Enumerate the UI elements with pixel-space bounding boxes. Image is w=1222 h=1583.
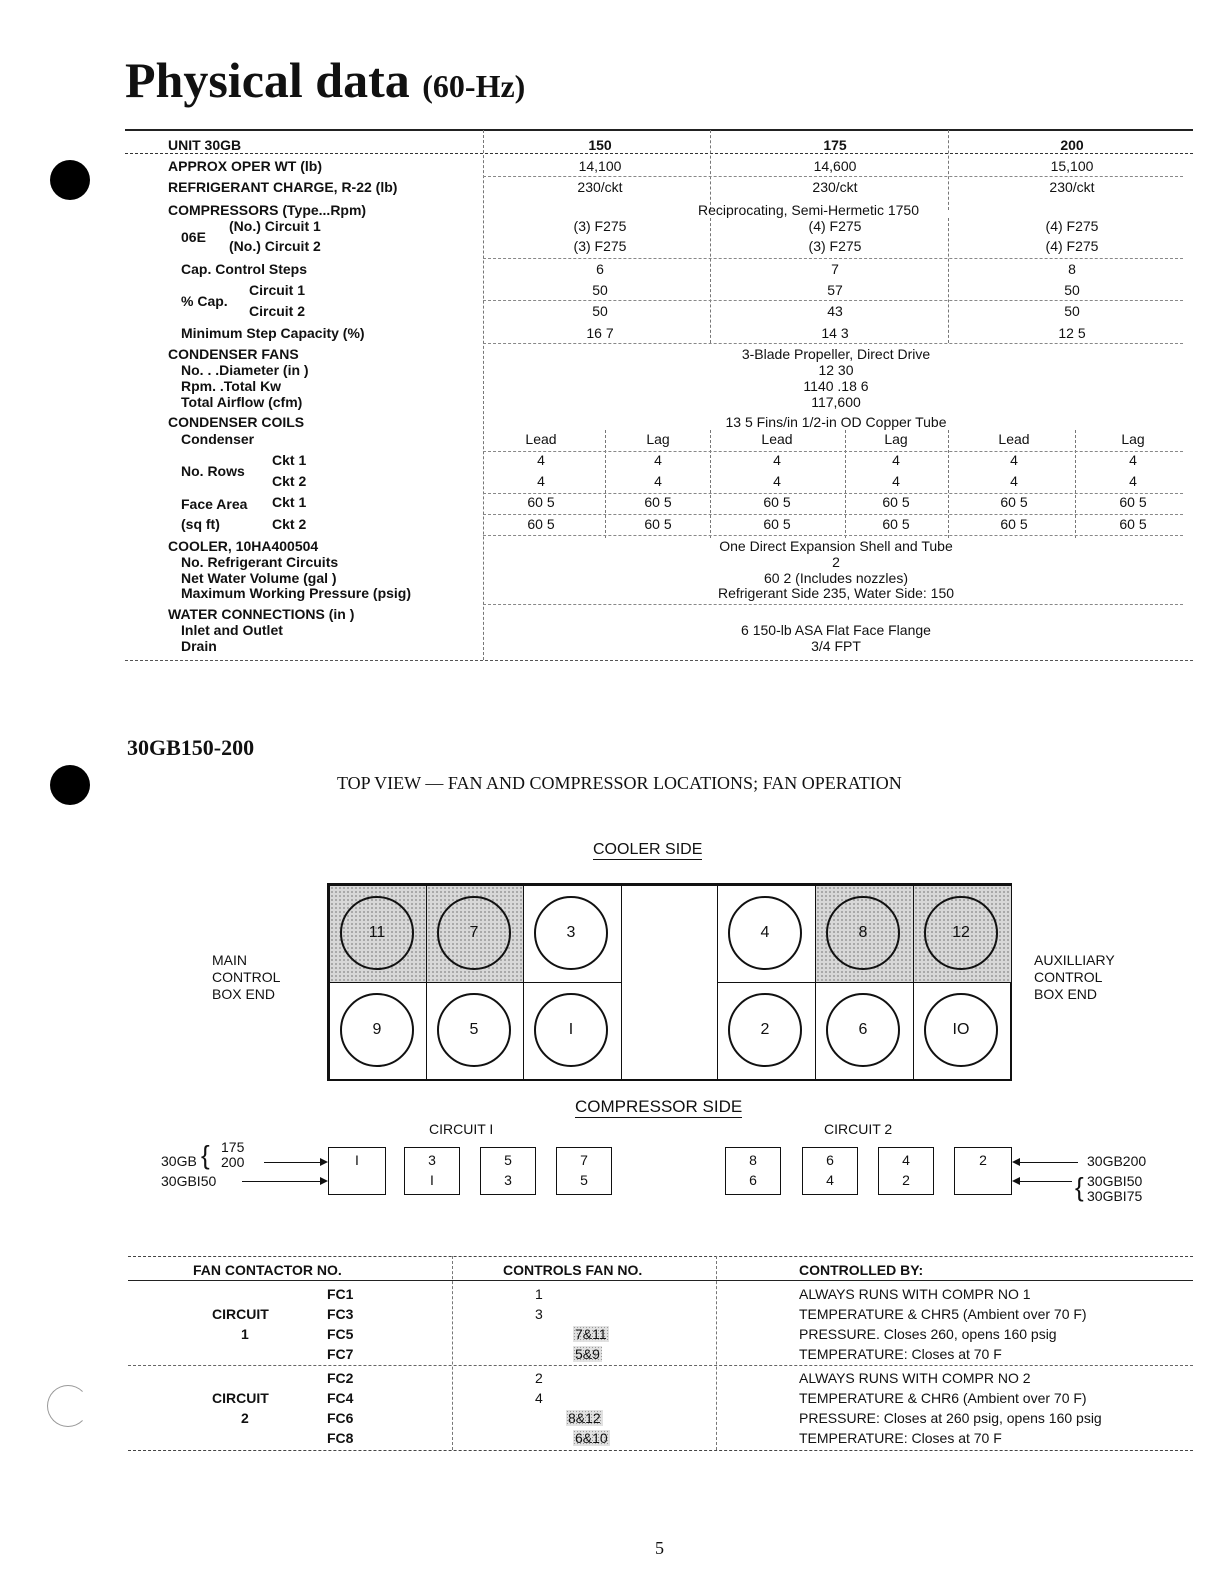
compressor-top: I bbox=[355, 1152, 359, 1168]
val-c2-200: (4) F275 bbox=[1045, 238, 1099, 254]
circuit-2-label-b: 2 bbox=[241, 1410, 249, 1426]
rows-ckt2-cell: 4 bbox=[1010, 473, 1018, 489]
aux-control-box-label bbox=[1034, 952, 1115, 1003]
circuit-1-label-a: CIRCUIT bbox=[212, 1306, 269, 1322]
fan-5: 5 bbox=[437, 993, 511, 1067]
rows-ckt1-cell: 4 bbox=[773, 452, 781, 468]
circuit-1-label: CIRCUIT I bbox=[429, 1121, 494, 1137]
val-wt-200: 15,100 bbox=[1050, 158, 1094, 174]
rows-ckt2-cell: 4 bbox=[1129, 473, 1137, 489]
row-condenser-fans: CONDENSER FANS bbox=[168, 346, 299, 362]
fan-7: 7 bbox=[437, 896, 511, 970]
rows-ckt1-cell: 4 bbox=[892, 452, 900, 468]
row-no-rows: No. Rows bbox=[181, 463, 245, 479]
val-pc1-200: 50 bbox=[1064, 282, 1080, 298]
fc-cell: FC6 bbox=[327, 1410, 354, 1426]
row-compressors: COMPRESSORS (Type...Rpm) bbox=[168, 202, 367, 218]
binder-hole-top bbox=[50, 160, 90, 200]
lag-175: Lag bbox=[884, 431, 908, 447]
row-airflow: Total Airflow (cfm) bbox=[181, 394, 303, 410]
circuit-1-label-b: 1 bbox=[241, 1326, 249, 1342]
val-steps-150: 6 bbox=[596, 261, 604, 277]
fa-ckt2-cell: 60 5 bbox=[1119, 516, 1147, 532]
val-ref-175: 230/ckt bbox=[812, 179, 858, 195]
val-pc1-150: 50 bbox=[592, 282, 608, 298]
val-net-water: 60 2 (Includes nozzles) bbox=[764, 570, 908, 586]
controlled-by-cell: ALWAYS RUNS WITH COMPR NO 1 bbox=[799, 1286, 1031, 1302]
hdr-175: 175 bbox=[823, 137, 847, 153]
compressor-bottom: I bbox=[430, 1172, 434, 1188]
row-drain: Drain bbox=[181, 638, 217, 654]
compressor-top: 3 bbox=[428, 1152, 436, 1168]
label-rows-ckt1: Ckt 1 bbox=[272, 452, 307, 468]
compressor-bottom: 6 bbox=[749, 1172, 757, 1188]
right-30gb200: 30GB200 bbox=[1087, 1153, 1147, 1169]
binder-hole-bottom bbox=[47, 1385, 89, 1427]
val-drain: 3/4 FPT bbox=[811, 638, 861, 654]
lead-200: Lead bbox=[998, 431, 1030, 447]
fc-cell: FC5 bbox=[327, 1326, 354, 1342]
compressor-top: 8 bbox=[749, 1152, 757, 1168]
hdr-150: 150 bbox=[588, 137, 612, 153]
compressor-top: 2 bbox=[979, 1152, 987, 1168]
val-wt-150: 14,100 bbox=[578, 158, 622, 174]
right-brace: { bbox=[1075, 1172, 1084, 1202]
fan-6: 6 bbox=[826, 993, 900, 1067]
label-fa-ckt1: Ckt 1 bbox=[272, 494, 307, 510]
cooler-side-text: COOLER SIDE bbox=[593, 841, 703, 858]
arrow-left-icon bbox=[1012, 1177, 1020, 1185]
fa-ckt2-cell: 60 5 bbox=[1000, 516, 1028, 532]
fan-4: 4 bbox=[728, 896, 802, 970]
row-refrigerant: REFRIGERANT CHARGE, R-22 (lb) bbox=[168, 179, 398, 195]
controlled-by-cell: TEMPERATURE & CHR6 (Ambient over 70 F) bbox=[799, 1390, 1087, 1406]
val-ref-circuits: 2 bbox=[832, 554, 840, 570]
fan-10: IO bbox=[924, 993, 998, 1067]
row-cooler: COOLER, 10HA400504 bbox=[168, 538, 319, 554]
th-controls-fan: CONTROLS FAN NO. bbox=[503, 1262, 643, 1278]
fan-no-cell: 7&11 bbox=[575, 1326, 607, 1342]
val-ms-150: 16 7 bbox=[586, 325, 614, 341]
rows-ckt2-cell: 4 bbox=[654, 473, 662, 489]
fan-11: 11 bbox=[340, 896, 414, 970]
fc-cell: FC3 bbox=[327, 1306, 354, 1322]
label-no-circuit-2: (No.) Circuit 2 bbox=[229, 238, 321, 254]
val-cc-type: 13 5 Fins/in 1/2-in OD Copper Tube bbox=[725, 414, 947, 430]
compressor-box-c1-3 bbox=[480, 1147, 536, 1195]
row-rpm-kw: Rpm. .Total Kw bbox=[181, 378, 282, 394]
val-comp-type: Reciprocating, Semi-Hermetic 1750 bbox=[698, 202, 919, 218]
fc-cell: FC2 bbox=[327, 1370, 354, 1386]
compressor-box-c1-1 bbox=[328, 1147, 386, 1195]
row-condenser-coils: CONDENSER COILS bbox=[168, 414, 305, 430]
main-control-box-label bbox=[212, 952, 280, 1003]
fa-ckt1-cell: 60 5 bbox=[882, 494, 910, 510]
val-cooler-type: One Direct Expansion Shell and Tube bbox=[719, 538, 953, 554]
left-30gb: 30GB bbox=[161, 1153, 197, 1169]
compressor-bottom: 2 bbox=[902, 1172, 910, 1188]
row-inlet: Inlet and Outlet bbox=[181, 622, 283, 638]
fa-ckt1-cell: 60 5 bbox=[1000, 494, 1028, 510]
fc-cell: FC1 bbox=[327, 1286, 354, 1302]
aux-line-3: BOX END bbox=[1034, 986, 1098, 1002]
rows-ckt2-cell: 4 bbox=[892, 473, 900, 489]
row-oper-wt: APPROX OPER WT (lb) bbox=[168, 158, 322, 174]
row-net-water: Net Water Volume (gal ) bbox=[181, 570, 337, 586]
val-pc2-150: 50 bbox=[592, 303, 608, 319]
fan-no-cell: 2 bbox=[535, 1370, 543, 1386]
fan-9: 9 bbox=[340, 993, 414, 1067]
rows-ckt2-cell: 4 bbox=[773, 473, 781, 489]
label-06e: 06E bbox=[181, 229, 206, 245]
val-c1-200: (4) F275 bbox=[1045, 218, 1099, 234]
val-steps-200: 8 bbox=[1068, 261, 1076, 277]
fa-ckt2-cell: 60 5 bbox=[763, 516, 791, 532]
compressor-box-c2-4 bbox=[954, 1147, 1012, 1195]
fan-no-cell: 4 bbox=[535, 1390, 543, 1406]
page-title bbox=[125, 52, 525, 114]
fan-no-cell: 1 bbox=[535, 1286, 543, 1302]
compressor-side-text: COMPRESSOR SIDE bbox=[575, 1097, 743, 1116]
val-airflow: 117,600 bbox=[811, 394, 861, 410]
circuit-2-label: CIRCUIT 2 bbox=[824, 1121, 893, 1137]
page-number: 5 bbox=[655, 1538, 664, 1558]
compressor-bottom: 4 bbox=[826, 1172, 834, 1188]
row-max-pressure: Maximum Working Pressure (psig) bbox=[181, 585, 412, 601]
fc-cell: FC7 bbox=[327, 1346, 354, 1362]
compressor-box-c1-2 bbox=[404, 1147, 460, 1195]
label-no-circuit-1: (No.) Circuit 1 bbox=[229, 218, 321, 234]
row-cap-steps: Cap. Control Steps bbox=[181, 261, 308, 277]
arrow-left-icon bbox=[1012, 1158, 1020, 1166]
val-c1-150: (3) F275 bbox=[573, 218, 627, 234]
compressor-top: 6 bbox=[826, 1152, 834, 1168]
main-line-1: MAIN bbox=[212, 952, 247, 968]
arrow-right-icon bbox=[320, 1177, 328, 1185]
controlled-by-cell: TEMPERATURE & CHR5 (Ambient over 70 F) bbox=[799, 1306, 1087, 1322]
lead-150: Lead bbox=[525, 431, 557, 447]
row-face-area: Face Area bbox=[181, 496, 248, 512]
left-30gb150: 30GBI50 bbox=[161, 1173, 217, 1189]
compressor-top: 7 bbox=[580, 1152, 588, 1168]
controlled-by-cell: TEMPERATURE: Closes at 70 F bbox=[799, 1346, 1002, 1362]
right-30gb175: 30GBI75 bbox=[1087, 1188, 1143, 1204]
th-fan-contactor: FAN CONTACTOR NO. bbox=[193, 1262, 342, 1278]
right-30gb150: 30GBI50 bbox=[1087, 1173, 1143, 1189]
row-ref-circuits: No. Refrigerant Circuits bbox=[181, 554, 339, 570]
label-pct-cap: % Cap. bbox=[181, 293, 228, 309]
val-c2-175: (3) F275 bbox=[808, 238, 862, 254]
fa-ckt1-cell: 60 5 bbox=[763, 494, 791, 510]
val-ref-150: 230/ckt bbox=[577, 179, 623, 195]
binder-hole-middle bbox=[50, 765, 90, 805]
rows-ckt2-cell: 4 bbox=[537, 473, 545, 489]
rows-ckt1-cell: 4 bbox=[654, 452, 662, 468]
val-steps-175: 7 bbox=[831, 261, 839, 277]
compressor-top: 5 bbox=[504, 1152, 512, 1168]
compressor-box-c2-3 bbox=[878, 1147, 934, 1195]
section-title: 30GB150-200 bbox=[127, 735, 255, 760]
val-pc1-175: 57 bbox=[827, 282, 843, 298]
fan-layout-diagram bbox=[327, 883, 1012, 1081]
left-175: 175 bbox=[221, 1139, 245, 1155]
compressor-side-label bbox=[575, 1097, 742, 1117]
row-condenser: Condenser bbox=[181, 431, 255, 447]
val-no-diam: 12 30 bbox=[818, 362, 854, 378]
row-no-diam: No. . .Diameter (in ) bbox=[181, 362, 309, 378]
fc-cell: FC8 bbox=[327, 1430, 354, 1446]
main-line-2: CONTROL bbox=[212, 969, 281, 985]
fc-cell: FC4 bbox=[327, 1390, 354, 1406]
label-fa-ckt2: Ckt 2 bbox=[272, 516, 307, 532]
label-pc-circuit-1: Circuit 1 bbox=[249, 282, 306, 298]
val-pc2-200: 50 bbox=[1064, 303, 1080, 319]
arrow-right-icon bbox=[320, 1158, 328, 1166]
fan-1: I bbox=[534, 993, 608, 1067]
compressor-box-c1-4 bbox=[556, 1147, 612, 1195]
page-title-sub: (60-Hz) bbox=[422, 68, 526, 104]
val-cf-type: 3-Blade Propeller, Direct Drive bbox=[741, 346, 931, 362]
aux-line-2: CONTROL bbox=[1034, 969, 1103, 985]
val-ms-175: 14 3 bbox=[821, 325, 849, 341]
label-pc-circuit-2: Circuit 2 bbox=[249, 303, 306, 319]
compressor-top: 4 bbox=[902, 1152, 910, 1168]
main-line-3: BOX END bbox=[212, 986, 276, 1002]
aux-line-1: AUXILLIARY bbox=[1034, 952, 1115, 968]
val-inlet: 6 150-lb ASA Flat Face Flange bbox=[741, 622, 931, 638]
th-controlled-by: CONTROLLED BY: bbox=[799, 1262, 924, 1278]
fa-ckt2-cell: 60 5 bbox=[527, 516, 555, 532]
lag-150: Lag bbox=[646, 431, 670, 447]
fan-no-cell: 6&10 bbox=[575, 1430, 608, 1446]
lead-175: Lead bbox=[761, 431, 793, 447]
controlled-by-cell: ALWAYS RUNS WITH COMPR NO 2 bbox=[799, 1370, 1031, 1386]
compressor-box-c2-2 bbox=[802, 1147, 858, 1195]
fan-no-cell: 8&12 bbox=[568, 1410, 601, 1426]
rows-ckt1-cell: 4 bbox=[537, 452, 545, 468]
controlled-by-cell: TEMPERATURE: Closes at 70 F bbox=[799, 1430, 1002, 1446]
top-view-title: TOP VIEW — FAN AND COMPRESSOR LOCATIONS; FAN OPERATION bbox=[337, 773, 902, 793]
compressor-box-c2-1 bbox=[725, 1147, 781, 1195]
fan-no-cell: 3 bbox=[535, 1306, 543, 1322]
fa-ckt2-cell: 60 5 bbox=[644, 516, 672, 532]
cooler-side-label bbox=[593, 841, 702, 859]
row-water-connections: WATER CONNECTIONS (in ) bbox=[168, 606, 355, 622]
fa-ckt1-cell: 60 5 bbox=[1119, 494, 1147, 510]
fan-8: 8 bbox=[826, 896, 900, 970]
lag-200: Lag bbox=[1121, 431, 1145, 447]
fa-ckt1-cell: 60 5 bbox=[527, 494, 555, 510]
left-200: 200 bbox=[221, 1154, 245, 1170]
circuit-2-label-a: CIRCUIT bbox=[212, 1390, 269, 1406]
fan-2: 2 bbox=[728, 993, 802, 1067]
controlled-by-cell: PRESSURE. Closes 260, opens 160 psig bbox=[799, 1326, 1057, 1342]
val-c1-175: (4) F275 bbox=[808, 218, 862, 234]
val-c2-150: (3) F275 bbox=[573, 238, 627, 254]
page-title-main: Physical data bbox=[125, 52, 410, 108]
compressor-bottom: 5 bbox=[580, 1172, 588, 1188]
fa-ckt1-cell: 60 5 bbox=[644, 494, 672, 510]
compressor-bottom: 3 bbox=[504, 1172, 512, 1188]
row-sqft: (sq ft) bbox=[181, 516, 220, 532]
fan-12: 12 bbox=[924, 896, 998, 970]
val-rpm-kw: 1140 .18 6 bbox=[803, 378, 869, 394]
val-pc2-175: 43 bbox=[827, 303, 843, 319]
left-brace: { bbox=[201, 1140, 210, 1170]
val-ref-200: 230/ckt bbox=[1049, 179, 1095, 195]
hdr-unit: UNIT 30GB bbox=[168, 137, 242, 153]
fa-ckt2-cell: 60 5 bbox=[882, 516, 910, 532]
val-ms-200: 12 5 bbox=[1058, 325, 1086, 341]
row-min-step: Minimum Step Capacity (%) bbox=[181, 325, 365, 341]
val-max-pressure: Refrigerant Side 235, Water Side: 150 bbox=[717, 585, 955, 601]
controlled-by-cell: PRESSURE: Closes at 260 psig, opens 160 psig bbox=[799, 1410, 1102, 1426]
label-rows-ckt2: Ckt 2 bbox=[272, 473, 307, 489]
fan-no-cell: 5&9 bbox=[575, 1346, 600, 1362]
rows-ckt1-cell: 4 bbox=[1010, 452, 1018, 468]
hdr-200: 200 bbox=[1060, 137, 1084, 153]
fan-3: 3 bbox=[534, 896, 608, 970]
rows-ckt1-cell: 4 bbox=[1129, 452, 1137, 468]
val-wt-175: 14,600 bbox=[813, 158, 857, 174]
